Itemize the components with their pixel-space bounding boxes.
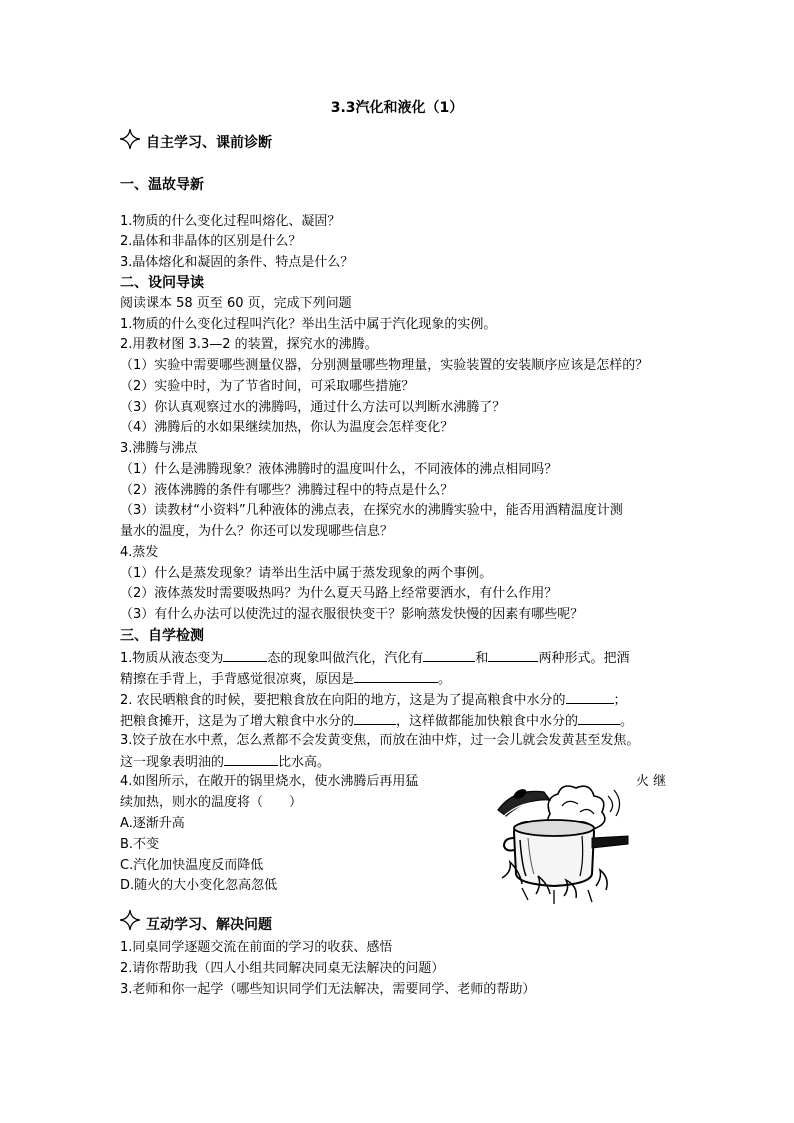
choice-d[interactable]: D.随火的大小变化忽高忽低	[120, 878, 278, 893]
question: 3.晶体熔化和凝固的条件、特点是什么？	[120, 255, 354, 270]
question-text: 态的现象叫做汽化，汽化有	[267, 651, 424, 666]
activity-item: 1.同桌同学逐题交流在前面的学习的收获、感悟	[120, 940, 393, 955]
sub-question: （1）实验中需要哪些测量仪器，分别测量哪些物理量，实验装置的安装顺序应该是怎样的？	[120, 358, 649, 373]
question-text: 把粮食摊开，这是为了增大粮食中水分的	[120, 714, 355, 729]
answer-blank[interactable]	[488, 648, 538, 662]
question: 2.用教材图 3.3—2 的装置，探究水的沸腾。	[120, 337, 378, 352]
question: 4.蒸发	[120, 545, 159, 560]
choice-a[interactable]: A.逐渐升高	[120, 816, 185, 831]
sub-question: （4）沸腾后的水如果继续加热，你认为温度会怎样变化？	[120, 420, 454, 435]
question-text: ；	[613, 693, 627, 708]
section-heading-self-study: 自主学习、课前诊断	[146, 135, 272, 151]
boiling-pot-illustration	[492, 776, 632, 906]
answer-blank[interactable]	[223, 648, 267, 662]
part2-heading: 二、设问导读	[120, 275, 204, 291]
question: 1.物质的什么变化过程叫熔化、凝固？	[120, 214, 341, 229]
activity-item: 2.请你帮助我（四人小组共同解决同桌无法解决的问题）	[120, 961, 445, 976]
four-point-star-icon	[120, 129, 140, 149]
question-text: 火 继	[636, 774, 667, 789]
question: 3.沸腾与沸点	[120, 441, 198, 456]
answer-blank[interactable]	[578, 711, 620, 725]
sub-question: （2）实验中时，为了节省时间，可采取哪些措施？	[120, 379, 415, 394]
question: 4.如图所示，在敞开的锅里烧水，使水沸腾后再用猛	[120, 774, 419, 789]
answer-blank[interactable]	[224, 752, 278, 766]
four-point-star-icon	[120, 910, 140, 930]
sub-question: （1）什么是沸腾现象？液体沸腾时的温度叫什么，不同液体的沸点相同吗？	[120, 462, 558, 477]
fill-question-1	[120, 648, 629, 668]
choice-b[interactable]: B.不变	[120, 837, 160, 852]
sub-question: （3）读教材“小资料”几种液体的沸点表，在探究水的沸腾实验中，能否用酒精温度计测	[120, 503, 623, 518]
question: 1.物质的什么变化过程叫汽化？举出生活中属于汽化现象的实例。	[120, 317, 497, 332]
fill-question-2-continued	[120, 711, 633, 731]
section-heading-interactive: 互动学习、解决问题	[146, 917, 272, 933]
fill-question-3-continued	[120, 752, 330, 772]
answer-blank[interactable]	[566, 690, 614, 704]
question-text: 这一现象表明油的	[120, 755, 225, 770]
activity-item: 3.老师和你一起学（哪些知识同学们无法解决，需要同学、老师的帮助）	[120, 982, 536, 997]
fill-question-1-continued	[120, 669, 451, 689]
sub-question-continued: 量水的温度，为什么？你还可以发现哪些信息？	[120, 524, 394, 539]
sub-question: （2）液体沸腾的条件有哪些？沸腾过程中的特点是什么？	[120, 483, 454, 498]
sub-question: （3）有什么办法可以使洗过的湿衣服很快变干？影响蒸发快慢的因素有哪些呢？	[120, 607, 584, 622]
question-text: 比水高。	[278, 755, 331, 770]
part3-heading: 三、自学检测	[120, 628, 204, 644]
question: 续加热，则水的温度将（ ）	[120, 795, 303, 810]
part1-heading: 一、温故导新	[120, 177, 204, 193]
question-text: 精擦在手背上，手背感觉很凉爽，原因是	[120, 672, 355, 687]
sub-question: （1）什么是蒸发现象？请举出生活中属于蒸发现象的两个事例。	[120, 566, 493, 581]
question-text: 。	[438, 672, 452, 687]
question-text: 两种形式。把酒	[538, 651, 630, 666]
reading-instruction: 阅读课本 58 页至 60 页，完成下列问题	[120, 296, 352, 311]
page-title: 3.3汽化和液化（1）	[330, 100, 464, 116]
question: 3.饺子放在水中煮，怎么煮都不会发黄变焦，而放在油中炸，过一会儿就会发黄甚至发焦。	[120, 733, 640, 748]
fill-question-2	[120, 690, 627, 710]
question-text: ，这样做都能加快粮食中水分的	[396, 714, 579, 729]
sub-question: （3）你认真观察过水的沸腾吗，通过什么方法可以判断水沸腾了？	[120, 400, 506, 415]
answer-blank[interactable]	[423, 648, 475, 662]
question-text: 2. 农民晒粮食的时候，要把粮食放在向阳的地方，这是为了提高粮食中水分的	[120, 693, 566, 708]
choice-c[interactable]: C.汽化加快温度反而降低	[120, 858, 264, 873]
question-text: 和	[475, 651, 489, 666]
answer-blank[interactable]	[354, 669, 438, 683]
question-text: 1.物质从液态变为	[120, 651, 224, 666]
answer-blank[interactable]	[354, 711, 396, 725]
sub-question: （2）液体蒸发时需要吸热吗？为什么夏天马路上经常要洒水，有什么作用？	[120, 586, 558, 601]
question: 2.晶体和非晶体的区别是什么？	[120, 234, 302, 249]
question-text: 。	[620, 714, 634, 729]
